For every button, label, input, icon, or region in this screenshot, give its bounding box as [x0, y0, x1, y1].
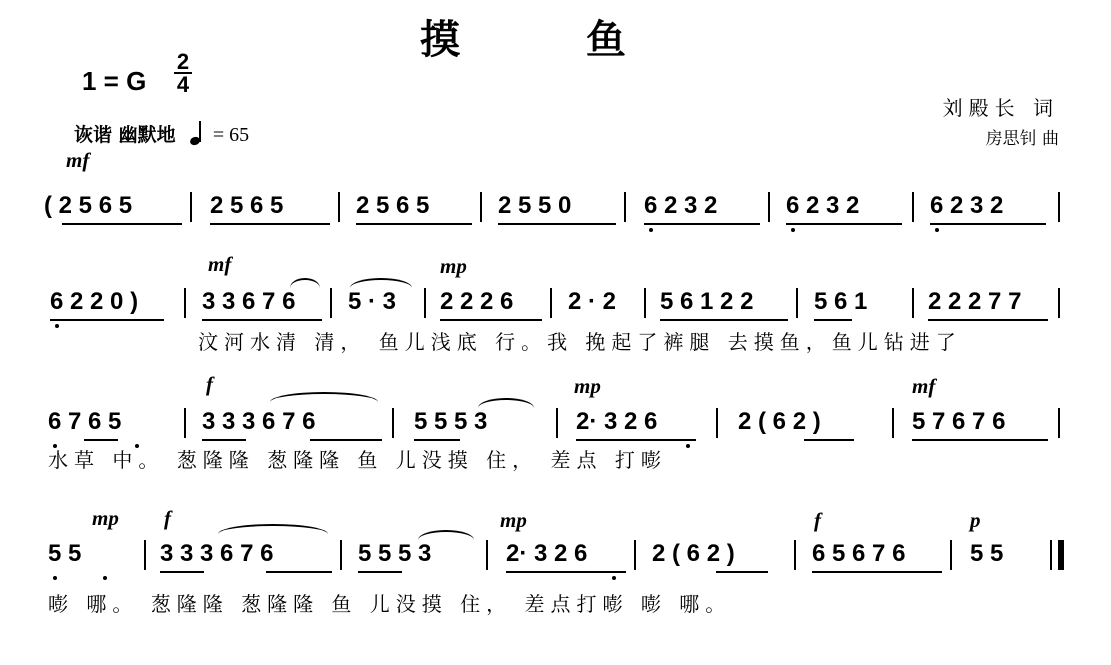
underline	[356, 223, 472, 225]
dynamic-f: f	[206, 372, 213, 396]
low-octave-dot	[53, 576, 57, 580]
underline	[716, 571, 768, 573]
underline	[644, 223, 760, 225]
notes: 2 2 2 6	[440, 288, 514, 315]
tie	[478, 398, 534, 408]
underline	[50, 319, 164, 321]
barline	[634, 540, 636, 570]
underline	[814, 319, 852, 321]
underline	[930, 223, 1046, 225]
barline	[1058, 408, 1060, 438]
barline	[768, 192, 770, 222]
notes: 5 5	[970, 540, 1004, 567]
notes: 2 ( 6 2 )	[652, 540, 735, 567]
dynamic-mf: mf	[912, 374, 936, 398]
notes: 2 ( 6 2 )	[738, 408, 821, 435]
notes: 6 2 3 2	[786, 192, 860, 219]
underline	[804, 439, 854, 441]
notes: 6 7 6 5	[48, 408, 122, 435]
underline	[786, 223, 902, 225]
barline	[184, 288, 186, 318]
dynamic-f: f	[164, 506, 171, 530]
underline	[62, 223, 182, 225]
notes: 5 6 1 2 2	[660, 288, 754, 315]
notes: 6 5 6 7 6	[812, 540, 906, 567]
underline	[84, 439, 118, 441]
time-signature	[174, 49, 192, 97]
underline	[440, 319, 542, 321]
underline	[202, 439, 246, 441]
underline	[660, 319, 788, 321]
notes: 2· 3 2 6	[576, 408, 658, 435]
notes: 5 5 5 3	[358, 540, 432, 567]
notes: 3 3 3 6 7 6	[160, 540, 274, 567]
barline	[796, 288, 798, 318]
underline	[928, 319, 1048, 321]
barline	[424, 288, 426, 318]
underline	[498, 223, 616, 225]
barline	[716, 408, 718, 438]
underline	[576, 439, 696, 441]
notes: 6 2 3 2	[930, 192, 1004, 219]
barline	[1050, 540, 1052, 570]
barline	[892, 408, 894, 438]
lyrics-row-3: 水草 中。 葱隆隆 葱隆隆 鱼 儿没摸 住， 差点 打嘭	[48, 448, 667, 472]
underline	[812, 571, 942, 573]
low-octave-dot	[935, 228, 939, 232]
barline	[392, 408, 394, 438]
lyrics-row-2: 汶河水清 清， 鱼儿浅底 行。我 挽起了裤腿 去摸鱼，鱼儿钻进了	[198, 330, 962, 354]
dynamic-f: f	[814, 508, 821, 532]
low-octave-dot	[686, 444, 690, 448]
barline	[144, 540, 146, 570]
style-marking: 诙谐 幽默地	[74, 124, 176, 146]
notes: 3 3 3 6 7 6	[202, 408, 316, 435]
slur	[218, 524, 328, 534]
time-signature-bottom: 4	[176, 72, 190, 97]
notes: ( 2 5 6 5	[44, 192, 133, 219]
dynamic-mf: mf	[208, 252, 232, 276]
barline	[486, 540, 488, 570]
low-octave-dot	[103, 576, 107, 580]
notes: 2 2 2 7 7	[928, 288, 1022, 315]
low-octave-dot	[55, 324, 59, 328]
barline	[556, 408, 558, 438]
dynamic-p: p	[970, 508, 981, 532]
notes: 5 5 5 3	[414, 408, 488, 435]
time-signature-top: 2	[176, 49, 190, 74]
lyrics-row-4: 嘭 哪。 葱隆隆 葱隆隆 鱼 儿没摸 住， 差点打嘭 嘭 哪。	[48, 592, 732, 616]
underline	[358, 571, 402, 573]
barline	[480, 192, 482, 222]
underline	[202, 319, 322, 321]
underline	[414, 439, 460, 441]
composer-credit: 房思钊 曲	[985, 129, 1059, 149]
notes: 2· 3 2 6	[506, 540, 588, 567]
underline	[210, 223, 330, 225]
dynamic-mp: mp	[92, 506, 119, 530]
quarter-note-icon	[190, 121, 204, 145]
dynamic-mp: mp	[574, 374, 601, 398]
notes: 2 5 6 5	[356, 192, 430, 219]
barline	[338, 192, 340, 222]
notes: 2 5 5 0	[498, 192, 572, 219]
low-octave-dot	[791, 228, 795, 232]
underline	[266, 571, 332, 573]
tempo-marking	[74, 120, 249, 147]
barline	[624, 192, 626, 222]
barline	[1058, 192, 1060, 222]
notes: 6 2 3 2	[644, 192, 718, 219]
notes: 3 3 6 7 6	[202, 288, 296, 315]
lyricist-credit: 刘殿长 词	[942, 96, 1059, 120]
dynamic-mf: mf	[66, 148, 90, 172]
barline	[912, 192, 914, 222]
barline	[340, 540, 342, 570]
underline	[160, 571, 204, 573]
notes: 5 5	[48, 540, 82, 567]
tie	[350, 278, 412, 288]
tie	[418, 530, 474, 540]
barline	[950, 540, 952, 570]
dynamic-mp: mp	[500, 508, 527, 532]
notes: 5 6 1	[814, 288, 868, 315]
music-row-1	[0, 192, 1111, 262]
dynamic-mp: mp	[440, 254, 467, 278]
song-title: 摸 鱼	[420, 17, 682, 63]
underline	[310, 439, 382, 441]
notes: 6 2 2 0 )	[50, 288, 139, 315]
low-octave-dot	[649, 228, 653, 232]
low-octave-dot	[612, 576, 616, 580]
barline	[1058, 288, 1060, 318]
underline	[506, 571, 626, 573]
barline	[550, 288, 552, 318]
barline	[190, 192, 192, 222]
underline	[912, 439, 1048, 441]
notes: 2 · 2	[568, 288, 617, 315]
slur	[270, 392, 378, 402]
barline	[644, 288, 646, 318]
final-barline	[1058, 540, 1064, 570]
slur	[290, 278, 320, 288]
notes: 5 7 6 7 6	[912, 408, 1006, 435]
barline	[912, 288, 914, 318]
barline	[184, 408, 186, 438]
notes: 5 · 3	[348, 288, 397, 315]
barline	[794, 540, 796, 570]
notes: 2 5 6 5	[210, 192, 284, 219]
barline	[330, 288, 332, 318]
key-signature: 1 = G	[82, 66, 147, 96]
tempo-value: = 65	[212, 124, 250, 146]
